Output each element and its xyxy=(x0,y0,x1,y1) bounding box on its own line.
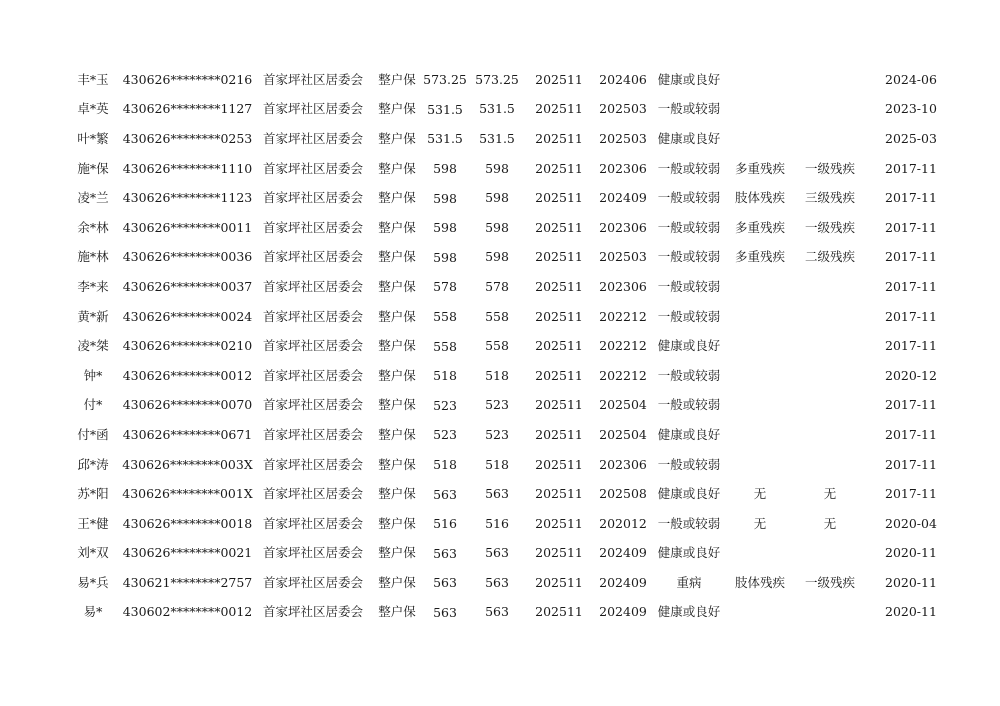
spacer-cell xyxy=(865,272,885,302)
start-date-cell: 2020-04 xyxy=(885,515,937,531)
health-status-cell: 健康或良好 xyxy=(657,338,721,354)
id-number-cell: 430626********1110 xyxy=(122,160,253,176)
assistance-type-cell: 整户保 xyxy=(378,71,416,87)
disability-level-cell xyxy=(795,95,865,125)
assistance-type-cell: 整户保 xyxy=(378,426,416,442)
spacer-cell xyxy=(865,154,885,184)
disability-type-cell: 无 xyxy=(753,515,767,531)
amount-cell: 558 xyxy=(433,338,457,354)
community-cell: 首家坪社区居委会 xyxy=(262,278,363,294)
amount-cell: 531.5 xyxy=(427,101,463,117)
name-cell: 刘*双 xyxy=(77,545,109,561)
review-month-cell: 202212 xyxy=(599,338,647,354)
table-row xyxy=(64,213,934,243)
disability-level-cell xyxy=(795,331,865,361)
spacer-cell xyxy=(865,361,885,391)
health-status-cell: 一般或较弱 xyxy=(657,101,721,117)
table-row xyxy=(64,65,934,95)
spacer-cell xyxy=(865,450,885,480)
assistance-type-cell: 整户保 xyxy=(378,604,416,620)
payment-month-cell: 202511 xyxy=(535,190,583,206)
total-amount-cell: 598 xyxy=(485,249,509,265)
review-month-cell: 202504 xyxy=(599,426,647,442)
id-number-cell: 430626********1123 xyxy=(122,190,253,206)
roster-table xyxy=(64,65,937,627)
roster-table-container xyxy=(64,65,937,627)
disability-level-cell: 一级残疾 xyxy=(804,219,855,235)
review-month-cell: 202306 xyxy=(599,160,647,176)
health-status-cell: 一般或较弱 xyxy=(657,190,721,206)
start-date-cell: 2024-06 xyxy=(885,71,937,87)
name-cell: 易*兵 xyxy=(77,574,109,590)
amount-cell: 563 xyxy=(433,575,457,591)
table-row xyxy=(64,243,934,273)
spacer-cell xyxy=(865,302,885,332)
health-status-cell: 健康或良好 xyxy=(657,71,721,87)
disability-type-cell xyxy=(725,331,795,361)
community-cell: 首家坪社区居委会 xyxy=(262,130,363,146)
disability-level-cell: 三级残疾 xyxy=(804,190,855,206)
id-number-cell: 430626********0011 xyxy=(122,219,253,235)
disability-type-cell: 肢体残疾 xyxy=(734,574,785,590)
spacer-cell xyxy=(865,213,885,243)
disability-type-cell xyxy=(725,598,795,628)
total-amount-cell: 516 xyxy=(485,515,509,531)
name-cell: 易* xyxy=(83,604,103,620)
review-month-cell: 202508 xyxy=(599,486,647,502)
total-amount-cell: 578 xyxy=(485,278,509,294)
amount-cell: 516 xyxy=(433,516,457,532)
roster-table-body xyxy=(64,65,937,627)
health-status-cell: 重病 xyxy=(676,574,702,590)
health-status-cell: 健康或良好 xyxy=(657,545,721,561)
total-amount-cell: 531.5 xyxy=(479,130,515,146)
name-cell: 叶*繁 xyxy=(77,130,109,146)
table-row xyxy=(64,183,934,213)
name-cell: 凌*桀 xyxy=(77,338,109,354)
start-date-cell: 2017-11 xyxy=(885,397,937,413)
payment-month-cell: 202511 xyxy=(535,249,583,265)
community-cell: 首家坪社区居委会 xyxy=(262,190,363,206)
name-cell: 付*函 xyxy=(77,426,109,442)
disability-type-cell xyxy=(725,65,795,95)
table-row xyxy=(64,539,934,569)
amount-cell: 598 xyxy=(433,161,457,177)
spacer-cell xyxy=(865,124,885,154)
community-cell: 首家坪社区居委会 xyxy=(262,545,363,561)
name-cell: 付* xyxy=(83,397,103,413)
id-number-cell: 430621********2757 xyxy=(122,574,253,590)
disability-type-cell xyxy=(725,124,795,154)
assistance-type-cell: 整户保 xyxy=(378,101,416,117)
table-row xyxy=(64,331,934,361)
id-number-cell: 430626********1127 xyxy=(122,101,253,117)
spacer-cell xyxy=(865,391,885,421)
health-status-cell: 健康或良好 xyxy=(657,130,721,146)
table-row xyxy=(64,124,934,154)
assistance-type-cell: 整户保 xyxy=(378,338,416,354)
id-number-cell: 430626********0012 xyxy=(122,367,253,383)
start-date-cell: 2017-11 xyxy=(885,426,937,442)
start-date-cell: 2017-11 xyxy=(885,456,937,472)
disability-level-cell xyxy=(795,302,865,332)
review-month-cell: 202504 xyxy=(599,397,647,413)
community-cell: 首家坪社区居委会 xyxy=(262,426,363,442)
amount-cell: 598 xyxy=(433,249,457,265)
start-date-cell: 2023-10 xyxy=(885,101,937,117)
name-cell: 凌*兰 xyxy=(77,190,109,206)
table-row xyxy=(64,154,934,184)
assistance-type-cell: 整户保 xyxy=(378,249,416,265)
review-month-cell: 202409 xyxy=(599,574,647,590)
disability-level-cell xyxy=(795,65,865,95)
total-amount-cell: 523 xyxy=(485,397,509,413)
assistance-type-cell: 整户保 xyxy=(378,456,416,472)
spacer-cell xyxy=(865,420,885,450)
start-date-cell: 2017-11 xyxy=(885,249,937,265)
spacer-cell xyxy=(865,509,885,539)
assistance-type-cell: 整户保 xyxy=(378,574,416,590)
assistance-type-cell: 整户保 xyxy=(378,190,416,206)
review-month-cell: 202409 xyxy=(599,190,647,206)
health-status-cell: 一般或较弱 xyxy=(657,160,721,176)
spacer-cell xyxy=(865,183,885,213)
start-date-cell: 2017-11 xyxy=(885,486,937,502)
name-cell: 卓*英 xyxy=(77,101,109,117)
health-status-cell: 一般或较弱 xyxy=(657,515,721,531)
review-month-cell: 202409 xyxy=(599,604,647,620)
review-month-cell: 202012 xyxy=(599,515,647,531)
community-cell: 首家坪社区居委会 xyxy=(262,338,363,354)
community-cell: 首家坪社区居委会 xyxy=(262,574,363,590)
health-status-cell: 健康或良好 xyxy=(657,486,721,502)
disability-level-cell: 一级残疾 xyxy=(804,574,855,590)
payment-month-cell: 202511 xyxy=(535,367,583,383)
review-month-cell: 202306 xyxy=(599,278,647,294)
name-cell: 施*保 xyxy=(77,160,109,176)
spacer-cell xyxy=(865,479,885,509)
health-status-cell: 健康或良好 xyxy=(657,426,721,442)
community-cell: 首家坪社区居委会 xyxy=(262,219,363,235)
total-amount-cell: 558 xyxy=(485,338,509,354)
health-status-cell: 一般或较弱 xyxy=(657,397,721,413)
amount-cell: 598 xyxy=(433,190,457,206)
id-number-cell: 430626********0210 xyxy=(122,338,253,354)
spacer-cell xyxy=(865,243,885,273)
table-row xyxy=(64,391,934,421)
table-row xyxy=(64,450,934,480)
disability-type-cell: 多重残疾 xyxy=(734,219,785,235)
disability-level-cell xyxy=(795,361,865,391)
start-date-cell: 2025-03 xyxy=(885,130,937,146)
payment-month-cell: 202511 xyxy=(535,160,583,176)
disability-type-cell xyxy=(725,272,795,302)
disability-type-cell xyxy=(725,450,795,480)
amount-cell: 563 xyxy=(433,604,457,620)
payment-month-cell: 202511 xyxy=(535,219,583,235)
payment-month-cell: 202511 xyxy=(535,515,583,531)
payment-month-cell: 202511 xyxy=(535,278,583,294)
total-amount-cell: 563 xyxy=(485,545,509,561)
health-status-cell: 一般或较弱 xyxy=(657,249,721,265)
spacer-cell xyxy=(865,598,885,628)
total-amount-cell: 563 xyxy=(485,604,509,620)
community-cell: 首家坪社区居委会 xyxy=(262,367,363,383)
community-cell: 首家坪社区居委会 xyxy=(262,397,363,413)
table-row xyxy=(64,509,934,539)
id-number-cell: 430626********0036 xyxy=(122,249,253,265)
amount-cell: 531.5 xyxy=(427,131,463,147)
review-month-cell: 202306 xyxy=(599,219,647,235)
id-number-cell: 430602********0012 xyxy=(122,604,253,620)
amount-cell: 558 xyxy=(433,309,457,325)
table-row xyxy=(64,361,934,391)
review-month-cell: 202503 xyxy=(599,249,647,265)
table-row xyxy=(64,272,934,302)
id-number-cell: 430626********003X xyxy=(122,456,253,472)
amount-cell: 563 xyxy=(433,545,457,561)
disability-type-cell xyxy=(725,361,795,391)
spacer-cell xyxy=(865,539,885,569)
health-status-cell: 一般或较弱 xyxy=(657,278,721,294)
total-amount-cell: 558 xyxy=(485,308,509,324)
total-amount-cell: 518 xyxy=(485,456,509,472)
name-cell: 余*林 xyxy=(77,219,109,235)
name-cell: 施*林 xyxy=(77,249,109,265)
total-amount-cell: 531.5 xyxy=(479,101,515,117)
disability-type-cell: 多重残疾 xyxy=(734,249,785,265)
assistance-type-cell: 整户保 xyxy=(378,397,416,413)
disability-level-cell xyxy=(795,450,865,480)
amount-cell: 578 xyxy=(433,279,457,295)
start-date-cell: 2020-12 xyxy=(885,367,937,383)
community-cell: 首家坪社区居委会 xyxy=(262,101,363,117)
assistance-type-cell: 整户保 xyxy=(378,308,416,324)
community-cell: 首家坪社区居委会 xyxy=(262,456,363,472)
payment-month-cell: 202511 xyxy=(535,308,583,324)
disability-level-cell xyxy=(795,539,865,569)
total-amount-cell: 563 xyxy=(485,574,509,590)
community-cell: 首家坪社区居委会 xyxy=(262,308,363,324)
review-month-cell: 202406 xyxy=(599,71,647,87)
table-row xyxy=(64,568,934,598)
amount-cell: 598 xyxy=(433,220,457,236)
review-month-cell: 202503 xyxy=(599,101,647,117)
start-date-cell: 2017-11 xyxy=(885,278,937,294)
payment-month-cell: 202511 xyxy=(535,338,583,354)
review-month-cell: 202212 xyxy=(599,367,647,383)
assistance-type-cell: 整户保 xyxy=(378,219,416,235)
id-number-cell: 430626********0037 xyxy=(122,278,253,294)
disability-level-cell: 一级残疾 xyxy=(804,160,855,176)
spacer-cell xyxy=(865,95,885,125)
start-date-cell: 2020-11 xyxy=(885,604,937,620)
start-date-cell: 2017-11 xyxy=(885,190,937,206)
start-date-cell: 2020-11 xyxy=(885,574,937,590)
payment-month-cell: 202511 xyxy=(535,486,583,502)
table-row xyxy=(64,302,934,332)
review-month-cell: 202409 xyxy=(599,545,647,561)
assistance-type-cell: 整户保 xyxy=(378,160,416,176)
disability-type-cell: 多重残疾 xyxy=(734,160,785,176)
name-cell: 钟* xyxy=(83,367,103,383)
name-cell: 邱*涛 xyxy=(77,456,109,472)
amount-cell: 563 xyxy=(433,486,457,502)
disability-type-cell: 无 xyxy=(753,486,767,502)
id-number-cell: 430626********001X xyxy=(122,486,253,502)
spacer-cell xyxy=(865,568,885,598)
amount-cell: 573.25 xyxy=(423,72,467,88)
disability-level-cell xyxy=(795,420,865,450)
start-date-cell: 2017-11 xyxy=(885,160,937,176)
total-amount-cell: 598 xyxy=(485,219,509,235)
id-number-cell: 430626********0070 xyxy=(122,397,253,413)
payment-month-cell: 202511 xyxy=(535,456,583,472)
amount-cell: 523 xyxy=(433,427,457,443)
disability-type-cell xyxy=(725,95,795,125)
assistance-type-cell: 整户保 xyxy=(378,130,416,146)
payment-month-cell: 202511 xyxy=(535,130,583,146)
total-amount-cell: 518 xyxy=(485,367,509,383)
spacer-cell xyxy=(865,331,885,361)
community-cell: 首家坪社区居委会 xyxy=(262,249,363,265)
id-number-cell: 430626********0024 xyxy=(122,308,253,324)
assistance-type-cell: 整户保 xyxy=(378,515,416,531)
health-status-cell: 一般或较弱 xyxy=(657,456,721,472)
community-cell: 首家坪社区居委会 xyxy=(262,515,363,531)
total-amount-cell: 573.25 xyxy=(475,71,519,87)
payment-month-cell: 202511 xyxy=(535,604,583,620)
start-date-cell: 2017-11 xyxy=(885,219,937,235)
start-date-cell: 2020-11 xyxy=(885,545,937,561)
name-cell: 苏*阳 xyxy=(77,486,109,502)
disability-type-cell xyxy=(725,302,795,332)
id-number-cell: 430626********0253 xyxy=(122,130,253,146)
table-row xyxy=(64,598,934,628)
disability-type-cell xyxy=(725,539,795,569)
community-cell: 首家坪社区居委会 xyxy=(262,71,363,87)
payment-month-cell: 202511 xyxy=(535,426,583,442)
disability-level-cell: 无 xyxy=(823,515,837,531)
health-status-cell: 一般或较弱 xyxy=(657,308,721,324)
disability-type-cell xyxy=(725,391,795,421)
disability-level-cell: 无 xyxy=(823,486,837,502)
community-cell: 首家坪社区居委会 xyxy=(262,604,363,620)
health-status-cell: 一般或较弱 xyxy=(657,367,721,383)
assistance-type-cell: 整户保 xyxy=(378,367,416,383)
name-cell: 李*来 xyxy=(77,278,109,294)
community-cell: 首家坪社区居委会 xyxy=(262,160,363,176)
health-status-cell: 一般或较弱 xyxy=(657,219,721,235)
payment-month-cell: 202511 xyxy=(535,397,583,413)
id-number-cell: 430626********0216 xyxy=(122,71,253,87)
name-cell: 丰*玉 xyxy=(77,71,109,87)
name-cell: 王*健 xyxy=(77,515,109,531)
payment-month-cell: 202511 xyxy=(535,574,583,590)
amount-cell: 518 xyxy=(433,368,457,384)
disability-level-cell xyxy=(795,598,865,628)
id-number-cell: 430626********0018 xyxy=(122,515,253,531)
start-date-cell: 2017-11 xyxy=(885,308,937,324)
payment-month-cell: 202511 xyxy=(535,71,583,87)
disability-type-cell: 肢体残疾 xyxy=(734,190,785,206)
review-month-cell: 202212 xyxy=(599,308,647,324)
review-month-cell: 202503 xyxy=(599,130,647,146)
table-row xyxy=(64,95,934,125)
assistance-type-cell: 整户保 xyxy=(378,278,416,294)
review-month-cell: 202306 xyxy=(599,456,647,472)
amount-cell: 518 xyxy=(433,457,457,473)
disability-level-cell xyxy=(795,124,865,154)
payment-month-cell: 202511 xyxy=(535,545,583,561)
health-status-cell: 健康或良好 xyxy=(657,604,721,620)
id-number-cell: 430626********0021 xyxy=(122,545,253,561)
assistance-type-cell: 整户保 xyxy=(378,545,416,561)
community-cell: 首家坪社区居委会 xyxy=(262,486,363,502)
total-amount-cell: 598 xyxy=(485,160,509,176)
amount-cell: 523 xyxy=(433,397,457,413)
table-row xyxy=(64,420,934,450)
name-cell: 黄*新 xyxy=(77,308,109,324)
id-number-cell: 430626********0671 xyxy=(122,426,253,442)
start-date-cell: 2017-11 xyxy=(885,338,937,354)
total-amount-cell: 563 xyxy=(485,486,509,502)
total-amount-cell: 523 xyxy=(485,426,509,442)
table-row xyxy=(64,479,934,509)
total-amount-cell: 598 xyxy=(485,190,509,206)
disability-level-cell: 二级残疾 xyxy=(804,249,855,265)
disability-type-cell xyxy=(725,420,795,450)
payment-month-cell: 202511 xyxy=(535,101,583,117)
disability-level-cell xyxy=(795,391,865,421)
spacer-cell xyxy=(865,65,885,95)
assistance-type-cell: 整户保 xyxy=(378,486,416,502)
disability-level-cell xyxy=(795,272,865,302)
